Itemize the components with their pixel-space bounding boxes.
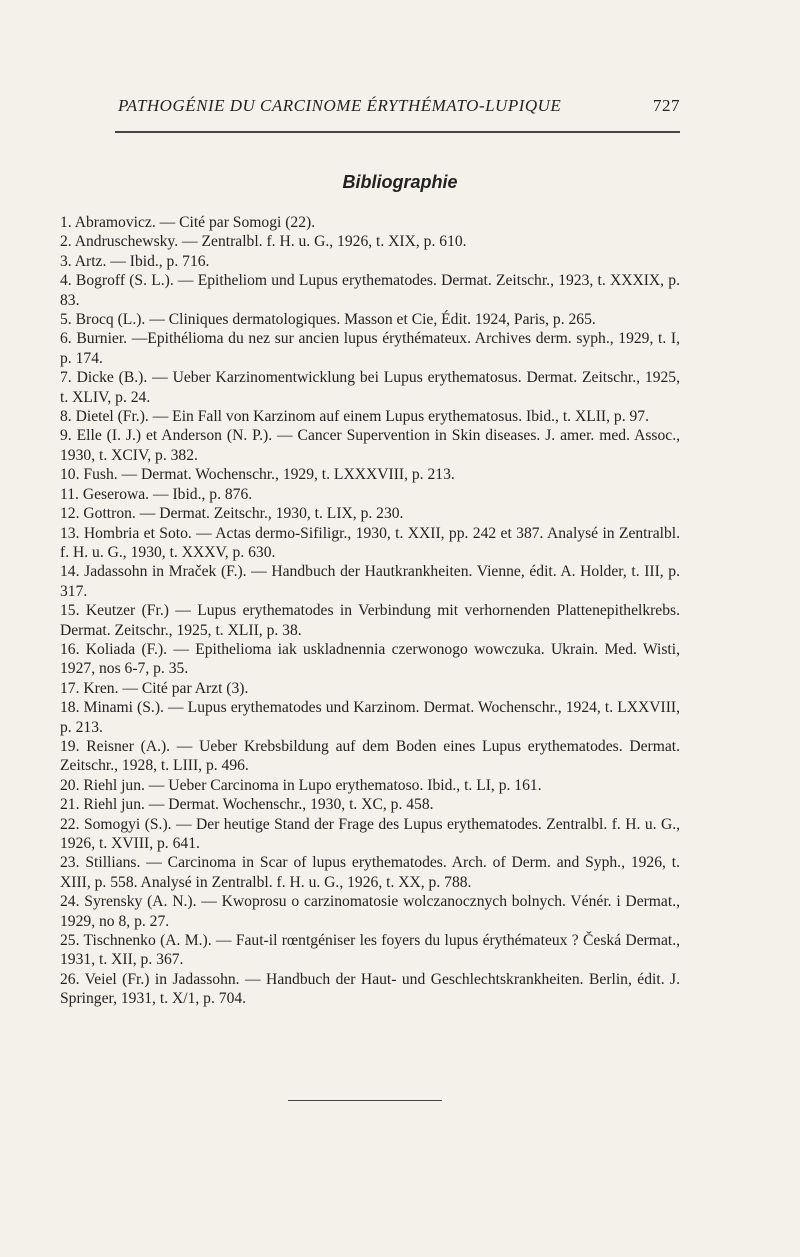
reference-item <box>60 232 680 251</box>
reference-text: Riehl jun. — Ueber Carcinoma in Lupo erythematoso. Ibid., t. LI, p. 161. <box>83 776 542 794</box>
reference-number: 8. <box>60 408 72 426</box>
reference-item <box>60 504 680 523</box>
reference-number: 10. <box>60 466 80 484</box>
reference-number: 25. <box>60 932 80 950</box>
reference-text: Gottron. — Dermat. Zeitschr., 1930, t. LIX, p. 230. <box>83 505 404 523</box>
reference-text: Dietel (Fr.). — Ein Fall von Karzinom auf einem Lupus erythematosus. Ibid., t. XLII, p. 97. <box>75 408 649 426</box>
reference-item <box>60 368 680 407</box>
reference-item <box>60 426 680 465</box>
reference-item <box>60 892 680 931</box>
reference-number: 7. <box>60 369 72 387</box>
reference-item <box>60 310 680 329</box>
running-title: PATHOGÉNIE DU CARCINOME ÉRYTHÉMATO-LUPIQUE <box>118 96 562 115</box>
reference-text: Keutzer (Fr.) — Lupus erythematodes in Verbindung mit verhornenden Plattenepithelkrebs. Dermat. Zeitschr., 1925, t. XLII, p. 38. <box>60 602 680 639</box>
reference-number: 13. <box>60 524 80 542</box>
reference-item <box>60 465 680 484</box>
reference-text: Geserowa. — Ibid., p. 876. <box>82 485 253 503</box>
reference-number: 5. <box>60 311 72 329</box>
reference-number: 22. <box>60 815 80 833</box>
reference-item <box>60 329 680 368</box>
reference-item <box>60 252 680 271</box>
reference-text: Syrensky (A. N.). — Kwoprosu o carzinomatosie wolczanocznych bolnych. Vénér. i Dermat., 1929, no 8, p. 27. <box>60 893 680 930</box>
reference-item <box>60 407 680 426</box>
reference-item <box>60 698 680 737</box>
reference-number: 12. <box>60 505 80 523</box>
reference-item <box>60 679 680 698</box>
footer-rule <box>288 1100 442 1101</box>
reference-text: Abramovicz. — Cité par Somogi (22). <box>74 214 316 231</box>
reference-item <box>60 795 680 814</box>
reference-number: 9. <box>60 427 72 445</box>
reference-text: Koliada (F.). — Epithelioma iak uskladnennia czerwonogo wowczuka. Ukrain. Med. Wisti, 1927, nos 6-7, p. 35. <box>60 640 680 678</box>
reference-number: 17. <box>60 679 80 697</box>
reference-text: Brocq (L.). — Cliniques dermatologiques. Masson et Cie, Édit. 1924, Paris, p. 265. <box>75 311 596 329</box>
reference-text: Somogyi (S.). — Der heutige Stand der Frage des Lupus erythematodes. Zentralbl. f. H. u. G., 1926, t. XVIII, p. 641. <box>60 815 680 852</box>
reference-number: 2. <box>60 233 72 251</box>
reference-text: Fush. — Dermat. Wochenschr., 1929, t. LXXXVIII, p. 213. <box>83 466 455 484</box>
reference-number: 21. <box>60 796 80 814</box>
page-number: 727 <box>653 96 680 115</box>
reference-number: 1. <box>60 214 72 231</box>
reference-item <box>60 562 680 601</box>
reference-item <box>60 853 680 892</box>
reference-number: 26. <box>60 970 80 988</box>
reference-number: 23. <box>60 854 80 872</box>
reference-item <box>60 737 680 776</box>
reference-number: 19. <box>60 737 80 755</box>
reference-text: Tischnenko (A. M.). — Faut-il rœntgéniser les foyers du lupus érythémateux ? Česká Dermat., 1931, t. XII, p. 367. <box>60 932 680 969</box>
reference-number: 15. <box>60 602 80 620</box>
reference-number: 24. <box>60 893 80 911</box>
reference-text: Reisner (A.). — Ueber Krebsbildung auf dem Boden eines Lupus erythematodes. Dermat. Zeitschr., 1928, t. LIII, p. 496. <box>60 737 680 775</box>
reference-number: 20. <box>60 776 80 794</box>
reference-text: Burnier. —Epithélioma du nez sur ancien lupus érythémateux. Archives derm. syph., 1929, t. I, p. 174. <box>60 330 680 367</box>
reference-number: 11. <box>60 485 79 503</box>
reference-item <box>60 213 680 232</box>
reference-number: 14. <box>60 563 80 581</box>
reference-text: Dicke (B.). — Ueber Karzinomentwicklung bei Lupus erythematosus. Dermat. Zeitschr., 1925, t. XLIV, p. 24. <box>60 369 680 406</box>
reference-number: 3. <box>60 252 72 270</box>
reference-item <box>60 640 680 679</box>
reference-number: 16. <box>60 640 80 658</box>
reference-item <box>60 815 680 854</box>
reference-item <box>60 524 680 563</box>
reference-list <box>60 213 680 1009</box>
reference-text: Hombria et Soto. — Actas dermo-Sifiligr., 1930, t. XXII, pp. 242 et 387. Analysé in Zentralbl. f. H. u. G., 1930, t. XXXV, p. 630. <box>60 524 680 561</box>
reference-text: Elle (I. J.) et Anderson (N. P.). — Cancer Supervention in Skin diseases. J. amer. med. Assoc., 1930, t. XCIV, p. 382. <box>60 427 680 464</box>
reference-item <box>60 970 680 1009</box>
reference-text: Artz. — Ibid., p. 716. <box>74 252 210 270</box>
reference-text: Bogroff (S. L.). — Epitheliom und Lupus erythematodes. Dermat. Zeitschr., 1923, t. XXXIX, p. 83. <box>60 272 680 309</box>
reference-text: Stillians. — Carcinoma in Scar of lupus erythematodes. Arch. of Derm. and Syph., 1926, t. XIII, p. 558. Analysé in Zentralbl. f. H. u. G., 1926, t. XX, p. 788. <box>60 854 680 891</box>
reference-text: Riehl jun. — Dermat. Wochenschr., 1930, t. XC, p. 458. <box>83 796 434 814</box>
reference-text: Minami (S.). — Lupus erythematodes und Karzinom. Dermat. Wochenschr., 1924, t. LXXVIII, p. 213. <box>60 699 681 736</box>
reference-item <box>60 931 680 970</box>
reference-number: 6. <box>60 330 72 348</box>
section-title: Bibliographie <box>342 172 458 192</box>
reference-item <box>60 601 680 640</box>
reference-number: 18. <box>60 699 80 717</box>
reference-item <box>60 271 680 310</box>
reference-item <box>60 776 680 795</box>
reference-number: 4. <box>60 272 72 290</box>
reference-text: Veiel (Fr.) in Jadassohn. — Handbuch der Haut- und Geschlechtskrankheiten. Berlin, édit. J. Springer, 1931, t. X/1, p. 704. <box>60 970 680 1008</box>
reference-text: Jadassohn in Mraček (F.). — Handbuch der Hautkrankheiten. Vienne, édit. A. Holder, t. III, p. 317. <box>60 563 680 600</box>
reference-text: Kren. — Cité par Arzt (3). <box>83 679 249 697</box>
reference-text: Andruschewsky. — Zentralbl. f. H. u. G., 1926, t. XIX, p. 610. <box>74 233 467 251</box>
reference-item <box>60 485 680 504</box>
header-rule <box>115 131 680 133</box>
